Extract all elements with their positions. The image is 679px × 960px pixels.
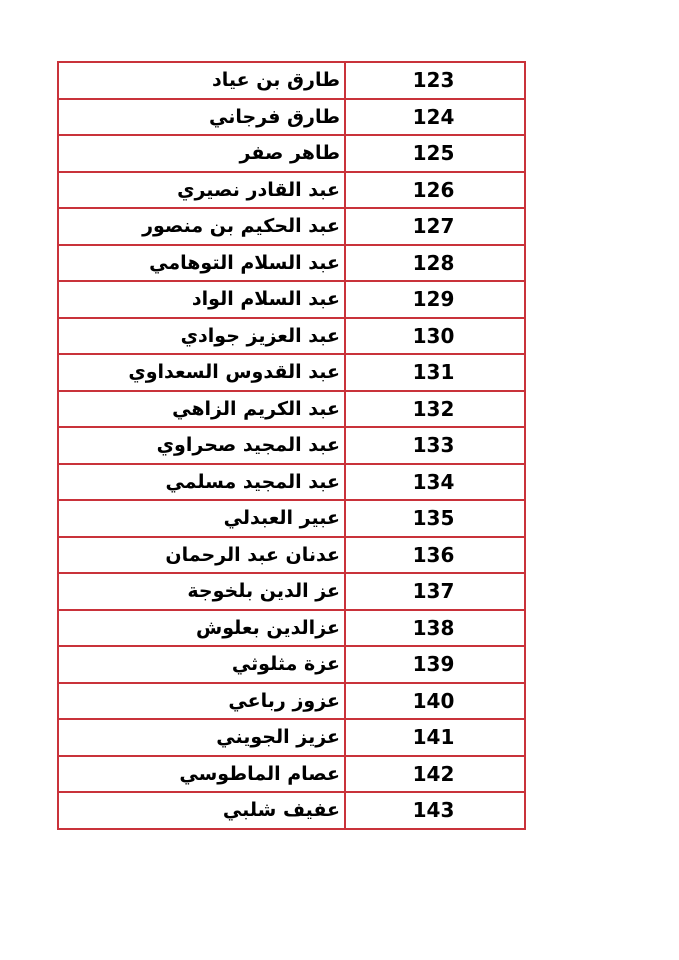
number-cell: 132 — [345, 391, 525, 428]
name-cell: عزالدين بعلوش — [58, 610, 345, 647]
number-cell: 135 — [345, 500, 525, 537]
number-cell: 125 — [345, 135, 525, 172]
name-cell: عبد السلام التوهامي — [58, 245, 345, 282]
number-cell: 130 — [345, 318, 525, 355]
table-row — [58, 756, 525, 793]
name-cell: عزوز رباعي — [58, 683, 345, 720]
table-row — [58, 208, 525, 245]
name-cell: عز الدين بلخوجة — [58, 573, 345, 610]
name-cell: طارق فرجاني — [58, 99, 345, 136]
name-cell: عبد الكريم الزاهي — [58, 391, 345, 428]
number-cell: 141 — [345, 719, 525, 756]
table-row — [58, 792, 525, 829]
table-row — [58, 427, 525, 464]
number-cell: 128 — [345, 245, 525, 282]
name-cell: طاهر صفر — [58, 135, 345, 172]
table-row — [58, 537, 525, 574]
table-row — [58, 281, 525, 318]
name-cell: عبد المجيد مسلمي — [58, 464, 345, 501]
table-row — [58, 464, 525, 501]
name-cell: عبد العزيز جوادي — [58, 318, 345, 355]
number-cell: 139 — [345, 646, 525, 683]
table-row — [58, 172, 525, 209]
table-row — [58, 646, 525, 683]
name-cell: عزيز الجويني — [58, 719, 345, 756]
name-cell: عبد المجيد صحراوي — [58, 427, 345, 464]
name-cell: عبير العبدلي — [58, 500, 345, 537]
table-row — [58, 719, 525, 756]
table-row — [58, 391, 525, 428]
name-cell: طارق بن عياد — [58, 62, 345, 99]
number-cell: 137 — [345, 573, 525, 610]
number-cell: 131 — [345, 354, 525, 391]
name-cell: عبد القادر نصيري — [58, 172, 345, 209]
names-table — [57, 61, 526, 830]
table-row — [58, 99, 525, 136]
table-row — [58, 683, 525, 720]
number-cell: 138 — [345, 610, 525, 647]
number-cell: 133 — [345, 427, 525, 464]
name-cell: عفيف شلبي — [58, 792, 345, 829]
number-cell: 134 — [345, 464, 525, 501]
name-cell: عبد القدوس السعداوي — [58, 354, 345, 391]
number-cell: 124 — [345, 99, 525, 136]
name-cell: عبد الحكيم بن منصور — [58, 208, 345, 245]
table-row — [58, 573, 525, 610]
name-cell: عزة مثلوثي — [58, 646, 345, 683]
table-row — [58, 500, 525, 537]
name-cell: عصام الماطوسي — [58, 756, 345, 793]
number-cell: 126 — [345, 172, 525, 209]
name-cell: عدنان عبد الرحمان — [58, 537, 345, 574]
name-cell: عبد السلام الواد — [58, 281, 345, 318]
number-cell: 127 — [345, 208, 525, 245]
number-cell: 142 — [345, 756, 525, 793]
table-row — [58, 62, 525, 99]
number-cell: 123 — [345, 62, 525, 99]
table-row — [58, 318, 525, 355]
number-cell: 140 — [345, 683, 525, 720]
number-cell: 129 — [345, 281, 525, 318]
table-row — [58, 245, 525, 282]
number-cell: 136 — [345, 537, 525, 574]
number-cell: 143 — [345, 792, 525, 829]
names-table-body — [58, 62, 525, 829]
table-row — [58, 135, 525, 172]
table-row — [58, 354, 525, 391]
table-row — [58, 610, 525, 647]
